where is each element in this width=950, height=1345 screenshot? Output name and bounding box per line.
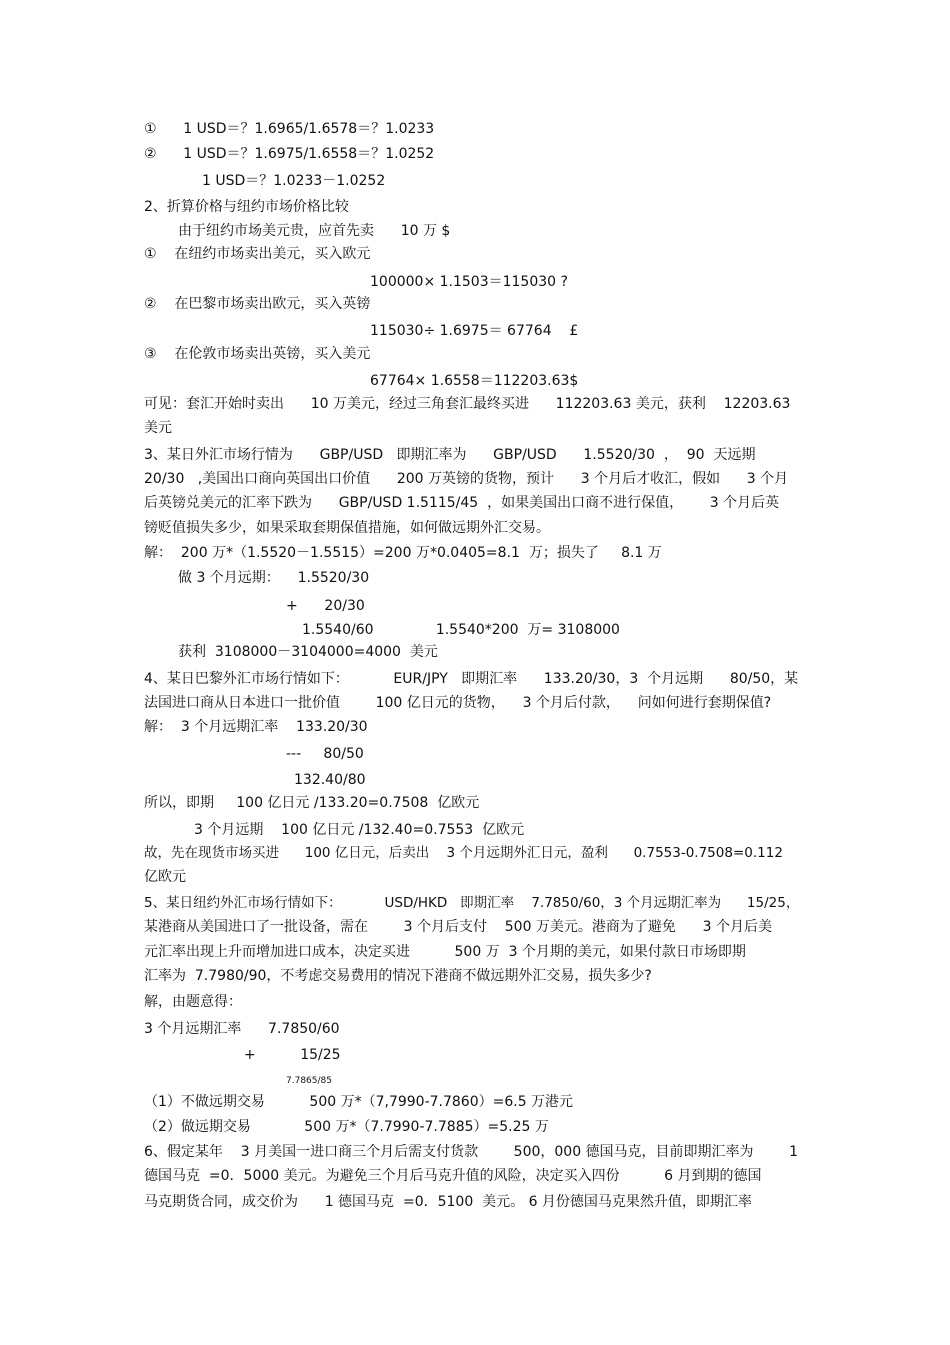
question-line: 镑贬值损失多少，如果采取套期保值措施，如何做远期外汇交易。 <box>144 520 550 536</box>
question-line: 20/30 ,美国出口商向英国出口价值 200 万英镑的货物，预计 3 个月后才收汇，假如 3 个月 <box>144 471 789 487</box>
section-heading: 2、折算价格与纽约市场价格比较 <box>144 199 349 215</box>
answer-line: 解： 200 万*（1.5520－1.5515）=200 万*0.0405=8.1 万；损失了 8.1 万 <box>144 545 662 561</box>
formula-line: 67764× 1.6558＝112203.63$ <box>370 373 579 389</box>
answer-line: 亿欧元 <box>144 869 186 885</box>
answer-line: 获利 3108000－3104000=4000 美元 <box>178 644 438 660</box>
question-line: 德国马克 =0．5000 美元。为避免三个月后马克升值的风险，决定买入四份 6 月到期的德国 <box>144 1168 762 1184</box>
answer-line: 3 个月远期汇率 7.7850/60 <box>144 1021 340 1037</box>
text-line: 1 USD＝？1.0233－1.0252 <box>202 173 386 189</box>
answer-line: （2）做远期交易 500 万*（7.7990-7.7885）=5.25 万 <box>144 1119 549 1135</box>
answer-line: 故，先在现货市场买进 100 亿日元，后卖出 3 个月远期外汇日元，盈利 0.7553-0.7508=0.112 <box>144 845 783 861</box>
formula-line: 7.7865/85 <box>286 1076 332 1086</box>
formula-line: 100000× 1.1503＝115030 ? <box>370 274 568 290</box>
answer-line: 所以，即期 100 亿日元 /133.20=0.7508 亿欧元 <box>144 795 480 811</box>
text-line: 可见：套汇开始时卖出 10 万美元，经过三角套汇最终买进 112203.63 美元，获利 12203.63 <box>144 396 791 412</box>
text-line: ① 在纽约市场卖出美元，买入欧元 <box>144 246 371 262</box>
formula-line: 1.5540/60 1.5540*200 万= 3108000 <box>302 622 620 638</box>
question-line: 5、某日纽约外汇市场行情如下： USD/HKD 即期汇率 7.7850/60，3 个月远期汇率为 15/25， <box>144 895 800 911</box>
answer-line: 3 个月远期 100 亿日元 /132.40=0.7553 亿欧元 <box>194 822 525 838</box>
question-line: 元汇率出现上升而增加进口成本，决定买进 500 万 3 个月期的美元，如果付款日市场即期 <box>144 944 746 960</box>
text-line: 由于纽约市场美元贵，应首先卖 10 万 $ <box>178 223 451 239</box>
question-line: 6、假定某年 3 月美国一进口商三个月后需支付货款 500，000 德国马克，目前即期汇率为 1 <box>144 1144 799 1160</box>
text-line: ② 在巴黎市场卖出欧元，买入英镑 <box>144 296 371 312</box>
formula-line: 132.40/80 <box>294 772 366 788</box>
text-line: ③ 在伦敦市场卖出英镑，买入美元 <box>144 346 371 362</box>
formula-line: --- 80/50 <box>286 746 364 762</box>
question-line: 马克期货合同，成交价为 1 德国马克 =0．5100 美元。 6 月份德国马克果然升值，即期汇率 <box>144 1194 752 1210</box>
text-line: 美元 <box>144 420 172 436</box>
question-line: 某港商从美国进口了一批设备，需在 3 个月后支付 500 万美元。港商为了避免 3 个月后美 <box>144 919 772 935</box>
text-line: ① 1 USD＝？1.6965/1.6578＝？1.0233 <box>144 121 435 137</box>
formula-line: + 15/25 <box>244 1047 341 1063</box>
answer-line: （1）不做远期交易 500 万*（7,7990-7.7860）=6.5 万港元 <box>144 1094 574 1110</box>
question-line: 4、某日巴黎外汇市场行情如下： EUR/JPY 即期汇率 133.20/30，3 个月远期 80/50，某 <box>144 671 799 687</box>
question-line: 3、某日外汇市场行情为 GBP/USD 即期汇率为 GBP/USD 1.5520/30 ， 90 天远期 <box>144 447 756 463</box>
answer-line: 解： 3 个月远期汇率 133.20/30 <box>144 719 368 735</box>
text-line: ② 1 USD＝？1.6975/1.6558＝？1.0252 <box>144 146 435 162</box>
question-line: 汇率为 7.7980/90，不考虑交易费用的情况下港商不做远期外汇交易，损失多少? <box>144 968 652 984</box>
answer-line: 做 3 个月远期： 1.5520/30 <box>178 570 370 586</box>
answer-line: 解，由题意得： <box>144 994 242 1010</box>
question-line: 后英镑兑美元的汇率下跌为 GBP/USD 1.5115/45 ，如果美国出口商不进行保值， 3 个月后英 <box>144 495 780 511</box>
formula-line: + 20/30 <box>286 598 365 614</box>
formula-line: 115030÷ 1.6975＝ 67764 £ <box>370 323 579 339</box>
question-line: 法国进口商从日本进口一批价值 100 亿日元的货物， 3 个月后付款， 问如何进行套期保值? <box>144 695 772 711</box>
